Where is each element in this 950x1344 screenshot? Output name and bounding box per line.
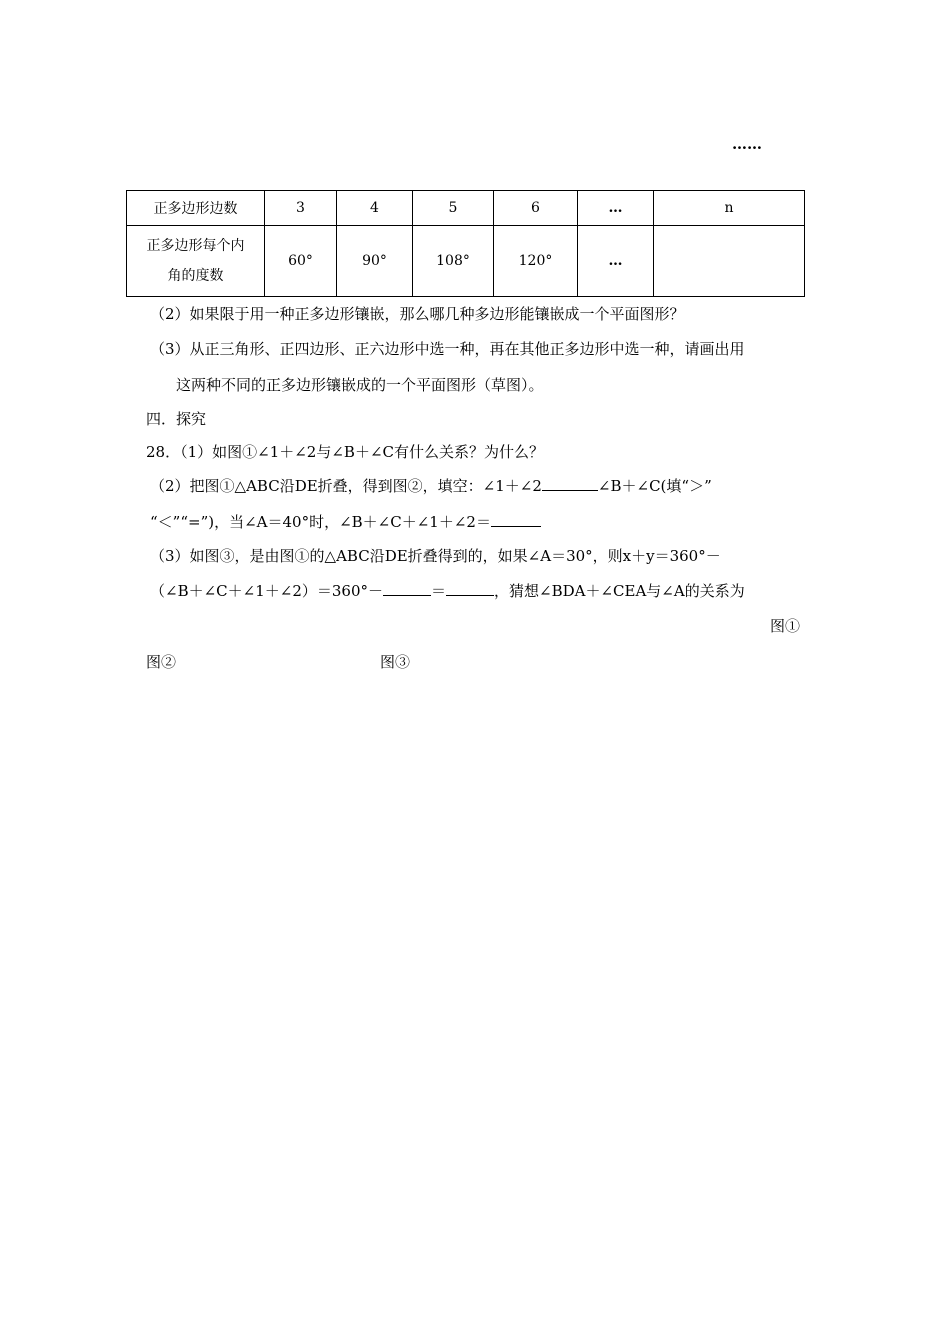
- table-cell: 3: [265, 191, 337, 226]
- table-cell: 60°: [265, 226, 337, 297]
- header-line: 正多边形每个内: [146, 238, 245, 254]
- figure-3-label: 图③: [380, 653, 411, 671]
- table-cell: 90°: [337, 226, 413, 297]
- text-segment: （∠B＋∠C＋∠1＋∠2）＝360°－: [150, 582, 383, 600]
- section-heading: 四．探究: [146, 410, 207, 428]
- text-segment: ＝: [431, 582, 447, 600]
- text-segment: （2）把图①△ABC沿DE折叠，得到图②，填空：∠1＋∠2: [150, 477, 542, 495]
- question-3-line2: 这两种不同的正多边形镶嵌成的一个平面图形（草图）。: [176, 376, 544, 394]
- question-2: （2）如果限于用一种正多边形镶嵌，那么哪几种多边形能镶嵌成一个平面图形？: [150, 305, 685, 323]
- figure-2-label: 图②: [146, 653, 177, 671]
- fill-blank: [446, 595, 494, 596]
- problem-28-part2-line2: [150, 511, 541, 532]
- table-cell: 108°: [413, 226, 494, 297]
- text-segment: ∠B＋∠C(填“＞”: [597, 477, 712, 495]
- fill-blank: [383, 595, 431, 596]
- polygon-angle-table: [126, 190, 805, 297]
- table-cell: …: [578, 191, 654, 226]
- table-cell: n: [654, 191, 805, 226]
- problem-28-part1: 28．（1）如图①∠1＋∠2与∠B＋∠C有什么关系？为什么？: [146, 443, 544, 461]
- text-segment: “＜”“=”)，当∠A＝40°时，∠B＋∠C＋∠1＋∠2＝: [150, 513, 491, 531]
- table-header-sides: 正多边形边数: [127, 191, 265, 226]
- table-row: [127, 191, 805, 226]
- table-cell: 5: [413, 191, 494, 226]
- header-line: 角的度数: [167, 268, 224, 284]
- text-segment: ，猜想∠BDA＋∠CEA与∠A的关系为: [494, 582, 745, 600]
- fill-blank: [491, 526, 541, 527]
- table-cell: [654, 226, 805, 297]
- table-header-angle: [127, 226, 265, 297]
- table-cell: 4: [337, 191, 413, 226]
- table-row: [127, 226, 805, 297]
- problem-28-part3-line2: [150, 580, 745, 601]
- ellipsis-text: ……: [732, 135, 762, 153]
- fill-blank: [542, 490, 598, 491]
- figure-1-label: 图①: [770, 617, 801, 635]
- table-cell: 6: [494, 191, 578, 226]
- problem-28-part3-line1: （3）如图③，是由图①的△ABC沿DE折叠得到的，如果∠A＝30°，则x＋y＝360°－: [150, 547, 721, 565]
- table-cell: 120°: [494, 226, 578, 297]
- question-3-line1: （3）从正三角形、正四边形、正六边形中选一种，再在其他正多边形中选一种，请画出用: [150, 340, 745, 358]
- problem-28-part2-line1: [150, 475, 712, 496]
- table-cell: …: [578, 226, 654, 297]
